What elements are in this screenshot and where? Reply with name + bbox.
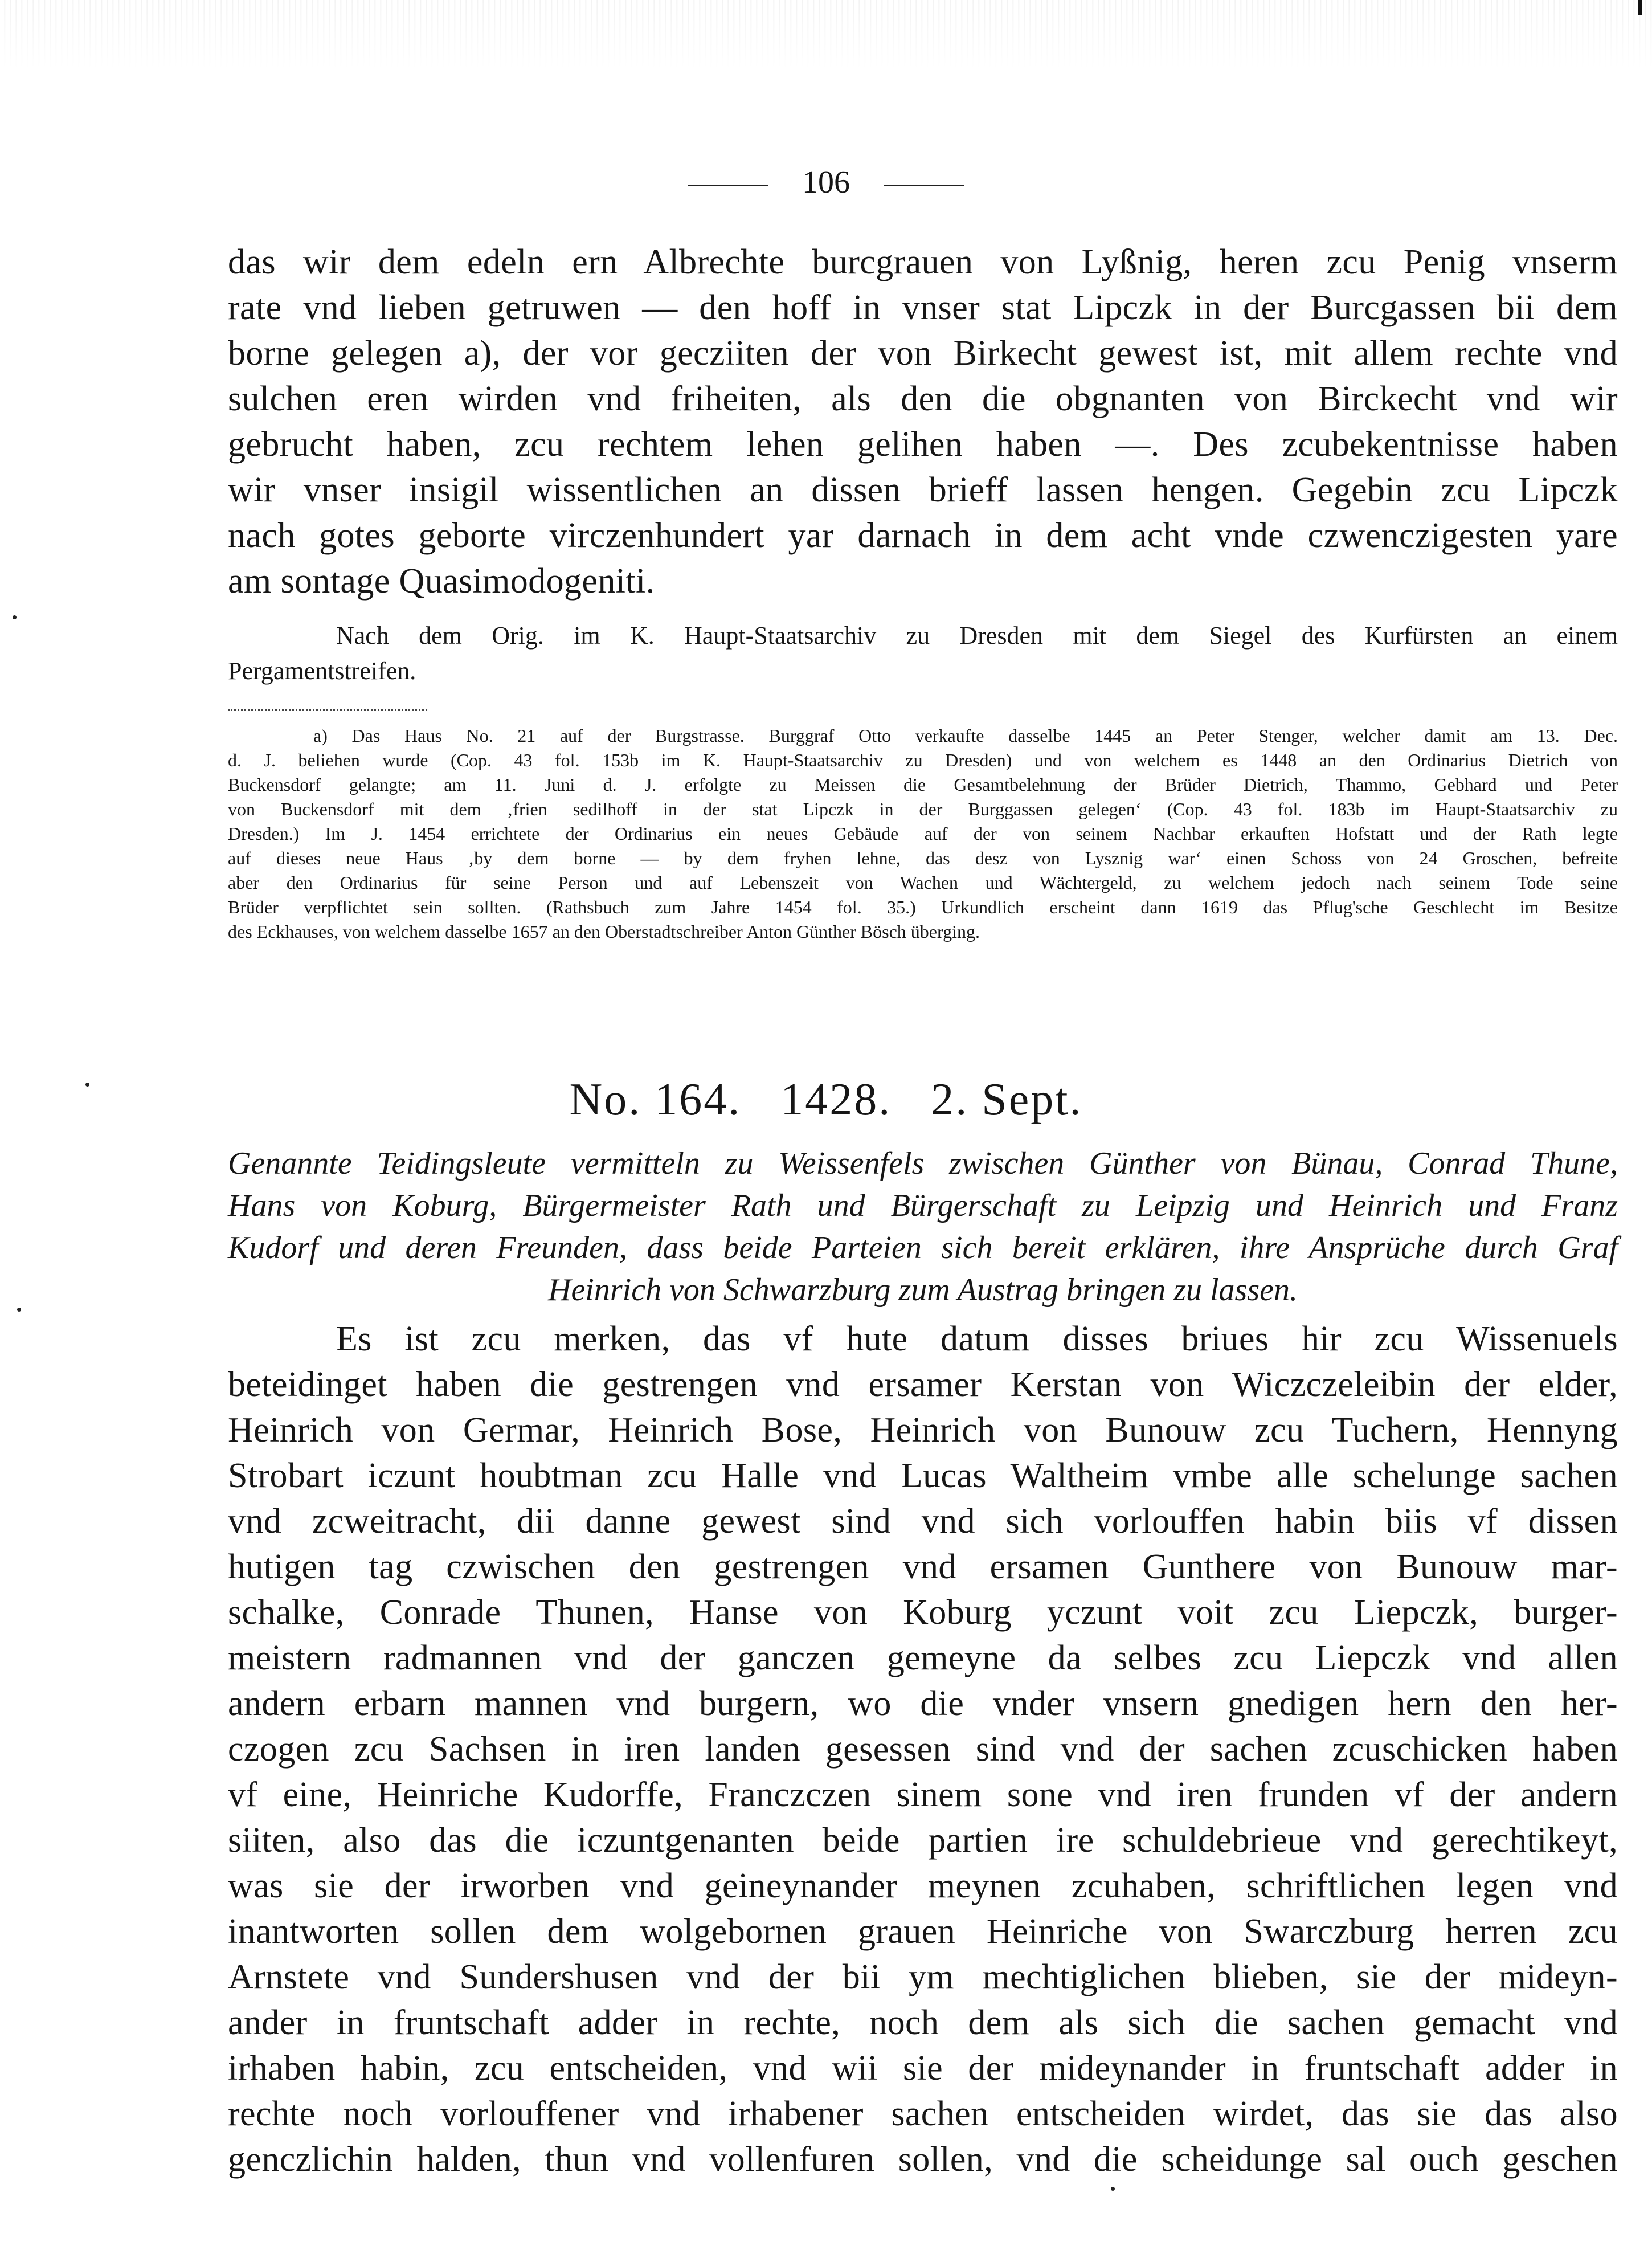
body-line: genczlichin halden, thun vnd vollenfuren sollen, vnd die scheidunge sal ouch geschen (228, 2140, 1618, 2179)
body-line: Es ist zcu merken, das vf hute datum disses briues hir zcu Wissenuels (336, 1320, 1618, 1358)
source-note-line: Pergamentstreifen. (228, 657, 416, 685)
header-left-dash (688, 185, 768, 186)
scan-speck (1111, 2187, 1115, 2191)
body-line: Arnstete vnd Sundershusen vnd der bii ym mechtiglichen blieben, sie der mideyn- (228, 1958, 1618, 1996)
text-line: rate vnd lieben getruwen — den hoff in vnser stat Lipczk in der Burcgassen bii dem (228, 288, 1618, 327)
body-line: ander in fruntschaft adder in rechte, noch dem als sich die sachen gemacht vnd (228, 2003, 1618, 2042)
footnote-line: aber den Ordinarius für seine Person und auf Lebenszeit von Wachen und Wächtergeld, zu welchem jedoch nach seinem Tode seine (228, 872, 1618, 893)
footnote-line: von Buckensdorf mit dem ‚frien sedilhoff in der stat Lipczk in der Burggassen gelegen‘ (Cop. 43 fol. 183b im Haupt-Staatsarchiv zu (228, 799, 1618, 819)
footnote-line: Brüder verpflichtet sein sollten. (Rathsbuch zum Jahre 1454 fol. 35.) Urkundlich erscheint dann 1619 das Pflug'sche Geschlecht im Besitze (228, 897, 1618, 917)
body-line: Strobart iczunt houbtman zcu Halle vnd Lucas Waltheim vmbe alle schelunge sachen (228, 1456, 1618, 1495)
source-note-line: Nach dem Orig. im K. Haupt-Staatsarchiv zu Dresden mit dem Siegel des Kurfürsten an einem (336, 622, 1618, 650)
text-line: gebrucht haben, zcu rechtem lehen gelihen haben —. Des zcubekentnisse haben (228, 425, 1618, 464)
scan-speck (13, 615, 17, 619)
text-line: sulchen eren wirden vnd friheiten, als den die obgnanten von Birckecht vnd wir (228, 379, 1618, 418)
body-line: siiten, also das die iczuntgenanten beide partien ire schuldebrieue vnd gerechtikeyt, (228, 1821, 1618, 1860)
footnote-line: d. J. beliehen wurde (Cop. 43 fol. 153b im K. Haupt-Staatsarchiv zu Dresden) und von welchem es 1448 an den Ordinarius Dietrich von (228, 750, 1618, 770)
body-line: inantworten sollen dem wolgebornen grauen Heinriche von Swarczburg herren zcu (228, 1912, 1618, 1951)
body-line: vf eine, Heinriche Kudorffe, Franczczen sinem sone vnd iren frunden vf der andern (228, 1775, 1618, 1814)
document-body (228, 1316, 1618, 2182)
text-line: das wir dem edeln ern Albrechte burcgrauen von Lyßnig, heren zcu Penig vnserm (228, 243, 1618, 281)
footnote-line: des Eckhauses, von welchem dasselbe 1657 an den Oberstadtschreiber Anton Günther Bösch überging. (228, 921, 980, 942)
summary-line: Heinrich von Schwarzburg zum Austrag bringen zu lassen. (548, 1272, 1298, 1308)
body-line: irhaben habin, zcu entscheiden, vnd wii sie der mideynander in fruntschaft adder in (228, 2049, 1618, 2088)
corner-mark (1638, 0, 1642, 15)
body-line: Heinrich von Germar, Heinrich Bose, Heinrich von Bunouw zcu Tuchern, Hennyng (228, 1411, 1618, 1449)
summary-line: Genannte Teidingsleute vermitteln zu Weissenfels zwischen Günther von Bünau, Conrad Thune, (228, 1146, 1618, 1181)
text-line: am sontage Quasimodogeniti. (228, 562, 655, 601)
preceding-document-text (228, 239, 1618, 604)
footnote-line: a) Das Haus No. 21 auf der Burgstrasse. Burggraf Otto verkaufte dasselbe 1445 an Peter Stenger, welcher damit am 13. Dec. (313, 725, 1618, 746)
document-summary (228, 1142, 1618, 1311)
scan-speck (85, 1083, 89, 1087)
text-line: borne gelegen a), der vor gecziiten der von Birkecht gewest ist, mit allem rechte vnd (228, 334, 1618, 373)
page-number: 106 (802, 165, 850, 200)
page-number-header (0, 162, 1652, 202)
body-line: czogen zcu Sachsen in iren landen gesessen sind vnd der sachen zcuschicken haben (228, 1730, 1618, 1769)
footnote-separator (228, 709, 427, 711)
source-note (228, 618, 1618, 689)
body-line: vnd zcweitracht, dii danne gewest sind vnd sich vorlouffen habin biis vf dissen (228, 1502, 1618, 1541)
body-line: was sie der irworben vnd geineynander meynen zcuhaben, schriftlichen legen vnd (228, 1867, 1618, 1905)
body-line: beteidinget haben die gestrengen vnd ersamer Kerstan von Wiczczeleibin der elder, (228, 1365, 1618, 1404)
text-line: wir vnser insigil wissentlichen an dissen brieff lassen hengen. Gegebin zcu Lipczk (228, 471, 1618, 509)
body-line: rechte noch vorlouffener vnd irhabener sachen entscheiden wirdet, das sie das also (228, 2094, 1618, 2133)
footnote-line: Dresden.) Im J. 1454 errichtete der Ordinarius ein neues Gebäude auf der von seinem Nachbar erkauften Hofstatt und der Rath legte (228, 823, 1618, 844)
scan-edge-fade (0, 0, 1652, 68)
body-line: schalke, Conrade Thunen, Hanse von Koburg yczunt voit zcu Liepczk, burger- (228, 1593, 1618, 1632)
body-line: hutigen tag czwischen den gestrengen vnd ersamen Gunthere von Bunouw mar- (228, 1547, 1618, 1586)
body-line: meistern radmannen vnd der ganczen gemeyne da selbes zcu Liepczk vnd allen (228, 1639, 1618, 1677)
body-line: andern erbarn mannen vnd burgern, wo die vnder vnsern gnedigen hern den her- (228, 1684, 1618, 1723)
summary-line: Kudorf und deren Freunden, dass beide Parteien sich bereit erklären, ihre Ansprüche durch Graf (228, 1230, 1618, 1265)
footnote-line: Buckensdorf gelangte; am 11. Juni d. J. erfolgte zu Meissen die Gesamtbelehnung der Brüder Dietrich, Thammo, Gebhard und Peter (228, 774, 1618, 795)
footnote-a (228, 724, 1618, 944)
summary-line: Hans von Koburg, Bürgermeister Rath und Bürgerschaft zu Leipzig und Heinrich und Franz (228, 1188, 1618, 1223)
document-heading: No. 164. 1428. 2. Sept. (569, 1075, 1083, 1125)
text-line: nach gotes geborte virczenhundert yar darnach in dem acht vnde czwenczigesten yare (228, 516, 1618, 555)
footnote-line: auf dieses neue Haus ‚by dem borne — by dem fryhen lehne, das desz von Lysznig war‘ einen Schoss von 24 Groschen, befreite (228, 848, 1618, 868)
scan-speck (17, 1308, 21, 1312)
header-right-dash (884, 185, 964, 186)
